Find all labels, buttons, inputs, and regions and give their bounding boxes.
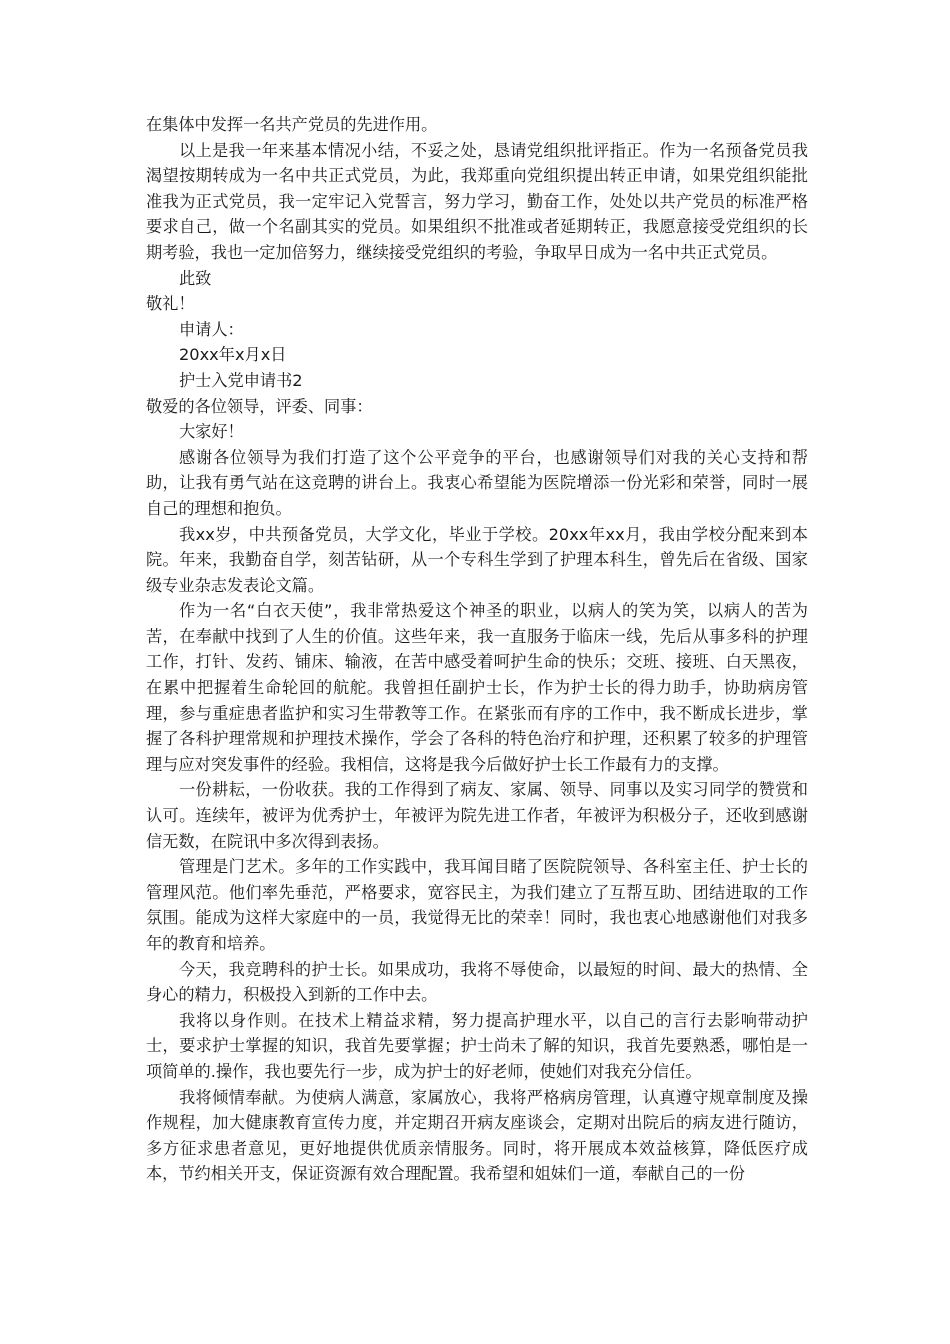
paragraph: 一份耕耘，一份收获。我的工作得到了病友、家属、领导、同事以及实习同学的赞赏和认可。连续年，被评为优秀护士，年被评为院先进工作者，年被评为积极分子，还收到感谢信无数，在院讯中多次得到表扬。 <box>146 780 808 851</box>
closing-salutation: 此致 <box>179 268 212 288</box>
paragraph: 在集体中发挥一名共产党员的先进作用。 <box>146 115 438 134</box>
paragraph: 我将以身作则。在技术上精益求精，努力提高护理水平，以自己的言行去影响带动护士，要求护士掌握的知识，我首先要掌握；护士尚未了解的知识，我首先要熟悉，哪怕是一项简单的.操作，我也要先行一步，成为护士的好老师，使她们对我充分信任。 <box>146 1010 808 1081</box>
paragraph: 管理是门艺术。多年的工作实践中，我耳闻目睹了医院院领导、各科室主任、护士长的管理风范。他们率先垂范，严格要求，宽容民主，为我们建立了互帮互助、团结进取的工作氛围。能成为这样大家庭中的一员，我觉得无比的荣幸！同时，我也衷心地感谢他们对我多年的教育和培养。 <box>146 857 808 953</box>
date-line: 20xx年x月x日 <box>179 345 287 365</box>
paragraph: 我将倾情奉献。为使病人满意，家属放心，我将严格病房管理，认真遵守规章制度及操作规程，加大健康教育宣传力度，并定期召开病友座谈会，定期对出院后的病友进行随访，多方征求患者意见，更好地提供优质亲情服务。同时，将开展成本效益核算，降低医疗成本，节约相关开支，保证资源有效合理配置。我希望和姐妹们一道，奉献自己的一份 <box>146 1087 808 1184</box>
section-title: 护士入党申请书2 <box>179 370 303 390</box>
paragraph: 作为一名“白衣天使”，我非常热爱这个神圣的职业，以病人的笑为笑，以病人的苦为苦，在奉献中找到了人生的价值。这些年来，我一直服务于临床一线，先后从事多科的护理工作，打针、发药、铺床、输液，在苦中感受着呵护生命的快乐；交班、接班、白天黑夜，在累中把握着生命轮回的航舵。我曾担任副护士长，作为护士长的得力助手，协助病房管理，参与重症患者监护和实习生带教等工作。在紧张而有序的工作中，我不断成长进步，掌握了各科护理常规和护理技术操作，学会了各科的特色治疗和护理，还积累了较多的护理管理与应对突发事件的经验。我相信，这将是我今后做好护士长工作最有力的支撑。 <box>146 601 808 774</box>
closing-regards: 敬礼！ <box>146 294 195 314</box>
paragraph: 感谢各位领导为我们打造了这个公平竞争的平台，也感谢领导们对我的关心支持和帮助，让我有勇气站在这竞聘的讲台上。我衷心希望能为医院增添一份光彩和荣誉，同时一展自己的理想和抱负。 <box>146 447 808 518</box>
paragraph: 我xx岁，中共预备党员，大学文化，毕业于学校。20xx年xx月，我由学校分配来到本院。年来，我勤奋自学，刻苦钻研，从一个专科生学到了护理本科生，曾先后在省级、国家级专业杂志发表论文篇。 <box>146 524 808 595</box>
paragraph: 今天，我竞聘科的护士长。如果成功，我将不辱使命，以最短的时间、最大的热情、全身心的精力，积极投入到新的工作中去。 <box>146 959 808 1005</box>
greeting: 大家好！ <box>179 422 244 442</box>
greeting-addressee: 敬爱的各位领导，评委、同事： <box>146 396 373 416</box>
document-body <box>146 112 808 1187</box>
applicant-label: 申请人： <box>179 319 244 339</box>
paragraph: 以上是我一年来基本情况小结，不妥之处，恳请党组织批评指正。作为一名预备党员我渴望按期转成为一名中共正式党员，为此，我郑重向党组织提出转正申请，如果党组织能批准我为正式党员，我一定牢记入党誓言，努力学习，勤奋工作，处处以共产党员的标准严格要求自己，做一个名副其实的党员。如果组织不批准或者延期转正，我愿意接受党组织的长期考验，我也一定加倍努力，继续接受党组织的考验，争取早日成为一名中共正式党员。 <box>146 140 808 262</box>
